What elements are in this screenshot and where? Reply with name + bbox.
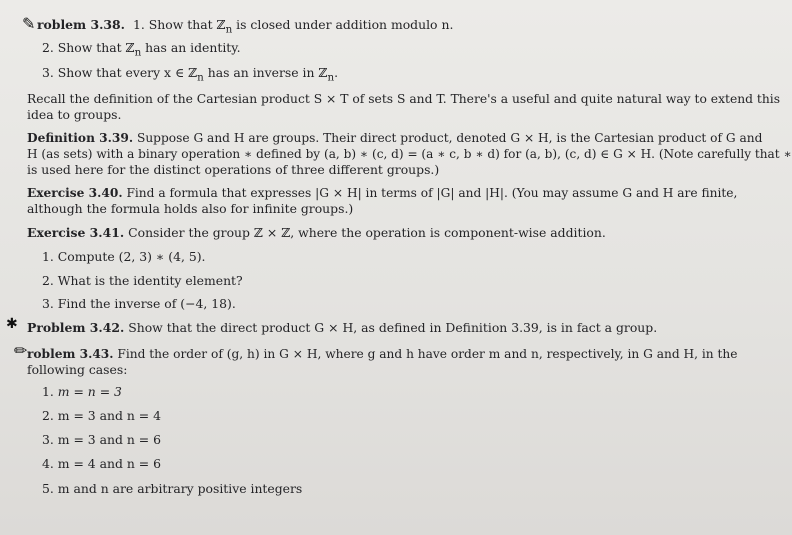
recall-line-2: idea to groups. [27, 107, 122, 122]
problem-342-line: Problem 3.42. Show that the direct product G × H, as defined in Definition 3.39, is in fact a group. [27, 320, 658, 335]
exercise-341-item-1: 1. Compute (2, 3) ∗ (4, 5). [42, 249, 206, 264]
definition-339-line-3: is used here for the distinct operations of three different groups.) [27, 162, 440, 177]
problem-338-label: roblem 3.38. [37, 17, 125, 32]
star-mark-icon: ✱ [6, 316, 18, 332]
exercise-341-line-1: Exercise 3.41. Consider the group ℤ × ℤ, where the operation is component-wise addition. [27, 225, 606, 240]
problem-343-item-2: 2. m = 3 and n = 4 [42, 408, 161, 423]
exercise-341-item-3: 3. Find the inverse of (−4, 18). [42, 296, 236, 311]
problem-343-item-4: 4. m = 4 and n = 6 [42, 456, 161, 471]
definition-339-line-1: Definition 3.39. Suppose G and H are groups. Their direct product, denoted G × H, is the Cartesian product of G and [27, 131, 763, 145]
exercise-340-line-1: Exercise 3.40. Find a formula that expresses |G × H| in terms of |G| and |H|. (You may assume G and H are finite, [27, 186, 738, 200]
problem-338-item-2: 2. Show that ℤ$_n$ has an identity. [42, 40, 241, 59]
problem-343-line-1: roblem 3.43. Find the order of (g, h) in G × H, where g and h have order m and n, respectively, in G and H, in the [27, 347, 738, 361]
problem-338-item-1: 1. Show that ℤ$_n$ is closed under addition modulo n. [133, 17, 454, 36]
problem-343-item-3: 3. m = 3 and n = 6 [42, 432, 161, 447]
pencil-mark-icon-2: ✏ [14, 341, 28, 360]
pencil-mark-icon: ✎ [22, 14, 36, 33]
problem-343-item-5: 5. m and n are arbitrary positive integers [42, 481, 303, 496]
problem-343-line-2: following cases: [27, 362, 128, 377]
definition-339-line-2: H (as sets) with a binary operation ∗ defined by (a, b) ∗ (c, d) = (a ∗ c, b ∗ d) for (a, b), (c, d) ∈ G × H. (Note carefully that ∗ [27, 147, 792, 161]
problem-343-item-1: 1. m = n = 3 [42, 384, 122, 399]
exercise-341-item-2: 2. What is the identity element? [42, 273, 243, 288]
recall-line-1: Recall the definition of the Cartesian product S × T of sets S and T. There's a useful and quite natural way to extend this [27, 92, 781, 106]
exercise-340-line-2: although the formula holds also for infinite groups.) [27, 201, 354, 216]
problem-338-item-3: 3. Show that every x ∈ ℤ$_n$ has an inverse in ℤ$_n$. [42, 65, 339, 84]
